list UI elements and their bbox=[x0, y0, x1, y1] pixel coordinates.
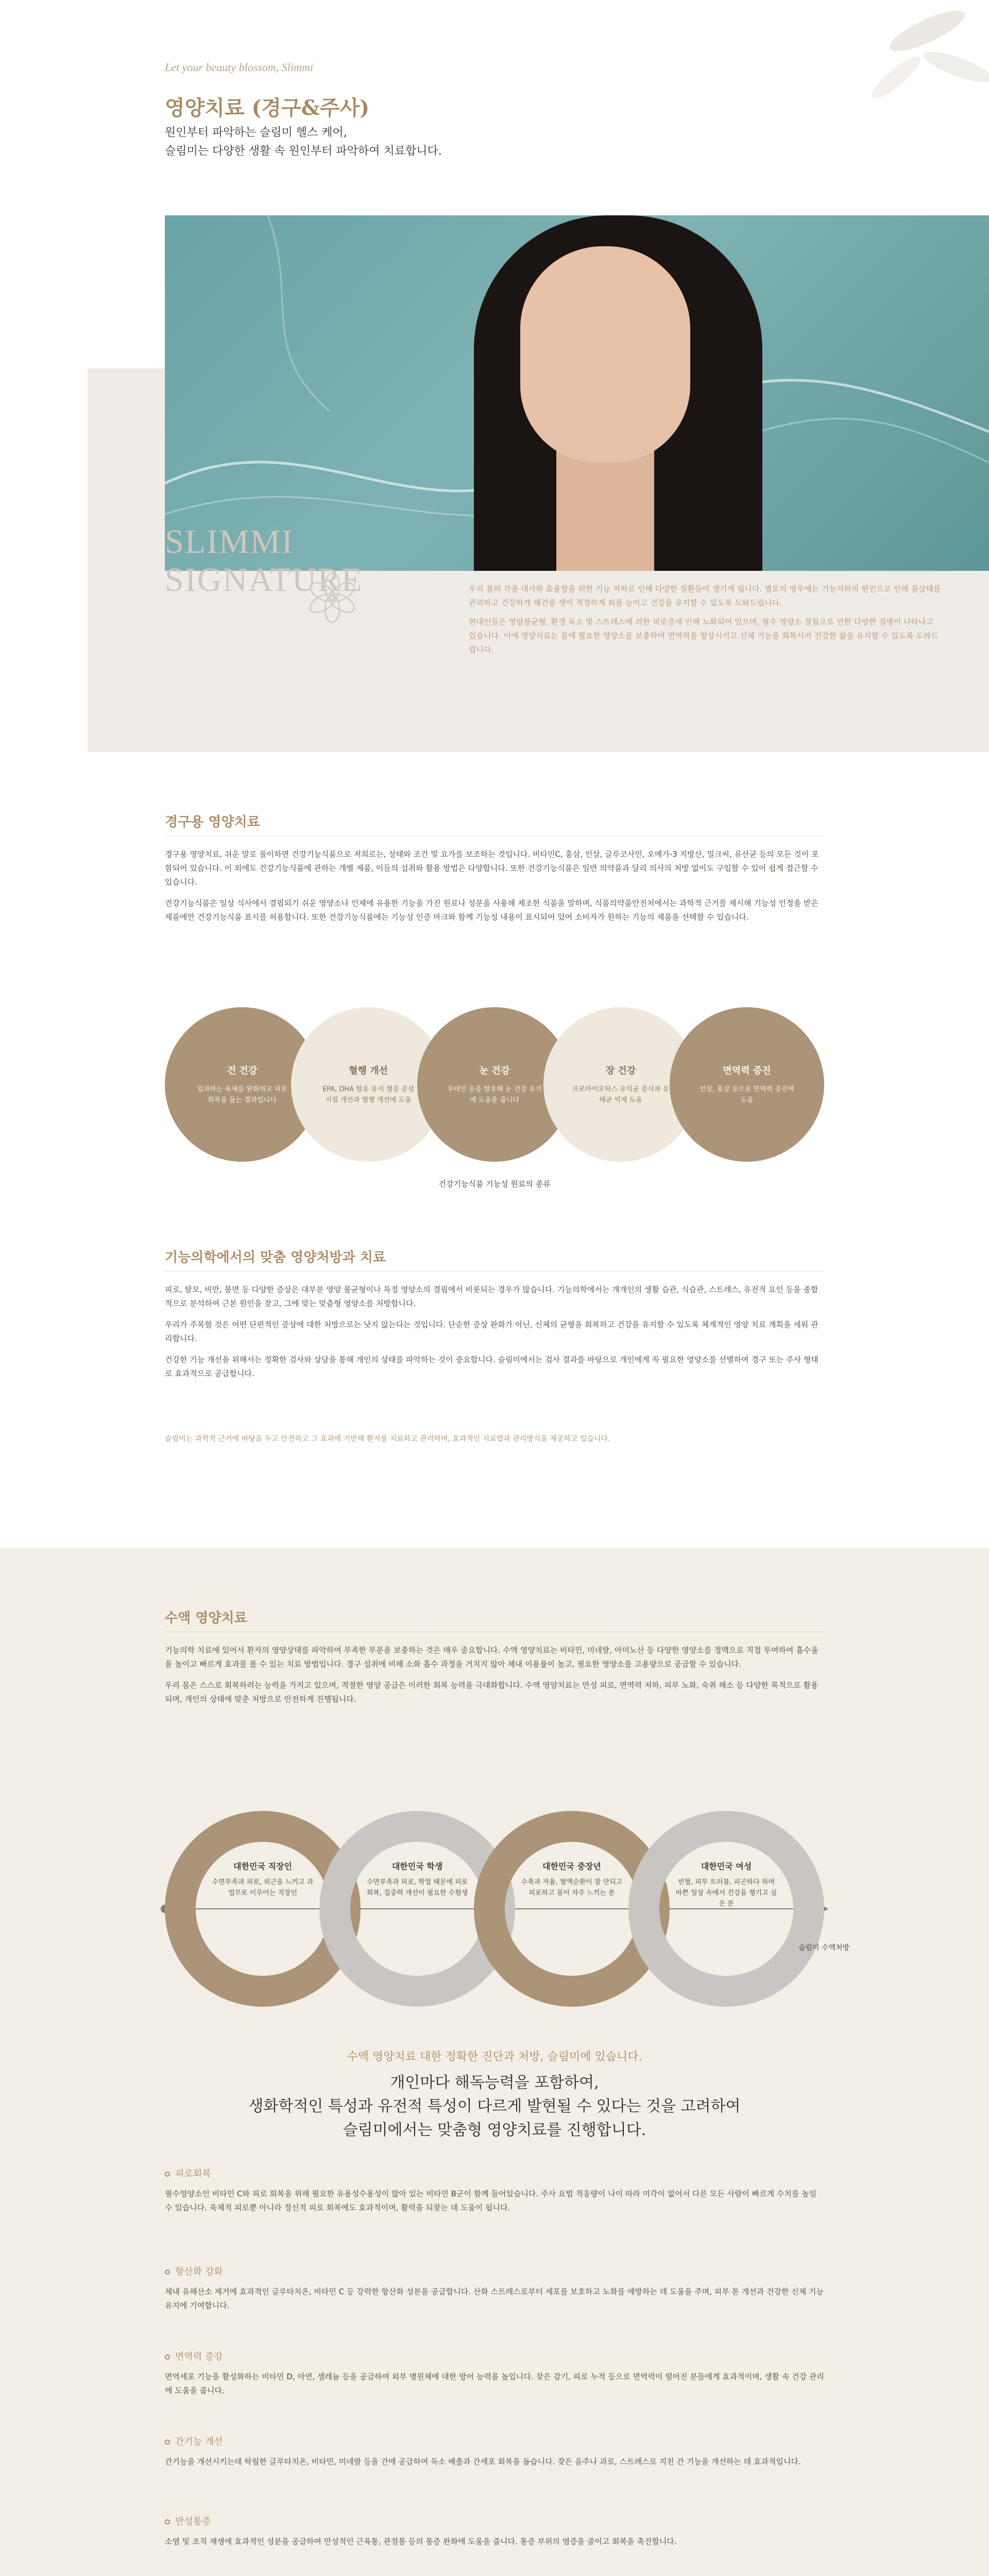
eyebrow-text: Let your beauty blossom, Slimmi bbox=[165, 61, 313, 74]
headline-line: 슬림미에서는 맞춤형 영양치료를 진행합니다. bbox=[343, 2121, 646, 2139]
model-face bbox=[520, 246, 690, 463]
treatment-item bbox=[165, 2264, 824, 2313]
circle-bullet-icon bbox=[165, 2269, 170, 2275]
circle-desc: 루테인 등을 함유해 눈 건강 유지에 도움을 줍니다 bbox=[447, 1086, 542, 1104]
oral-section-title: 경구용 영양치료 bbox=[165, 815, 260, 830]
custom-paragraph: 피로, 탈모, 비만, 불면 등 다양한 증상은 대부분 영양 불균형이나 특정 영양소의 결핍에서 비롯되는 경우가 많습니다. 기능의학에서는 개개인의 생활 습관, 식습관, 스트레스, 유전적 요인 등을 종합적으로 분석하여 근본 원인을 찾고, 그에 맞는 맞춤형 영양소를 처방합니다. bbox=[165, 1285, 819, 1308]
function-circle bbox=[670, 1007, 824, 1162]
circle-bullet-icon bbox=[165, 2519, 170, 2524]
flower-logo-icon bbox=[301, 567, 363, 629]
circle-desc: EPA, DHA 함유 유지 혈중 중성지질 개선과 혈행 개선에 도움 bbox=[322, 1086, 415, 1104]
chain-label-desc: 수면부족과 피로, 학업 때문에 피로회복, 집중력 개선이 필요한 수험생 bbox=[366, 1878, 468, 1897]
target-group-chain bbox=[165, 1811, 824, 2007]
treatment-body: 면역세포 기능을 활성화하는 비타민 D, 아연, 셀레늄 등을 공급하여 외부 병원체에 대한 방어 능력을 높입니다. 잦은 감기, 피로 누적 등으로 면역력이 떨어진 분들에게 효과적이며, 생활 속 건강 관리에 도움을 줍니다. bbox=[165, 2372, 824, 2395]
chain-label bbox=[675, 1860, 778, 1909]
chain-label bbox=[211, 1860, 314, 1899]
hero-image bbox=[165, 215, 989, 571]
custom-paragraph: 우리가 주목할 것은 어떤 단편적인 증상에 대한 처방으로는 낫지 않는다는 것입니다. 단순한 증상 완화가 아닌, 신체의 균형을 회복하고 건강을 유지할 수 있도록 체계적인 영양 치료 계획을 세워 관리합니다. bbox=[165, 1320, 819, 1343]
iv-detail-headline bbox=[0, 2071, 989, 2142]
circle-bullet-icon bbox=[165, 2172, 170, 2177]
section-divider bbox=[165, 1271, 824, 1272]
custom-footnote: 슬림미는 과학적 근거에 바탕을 두고 안전하고 그 효과에 기반해 환자를 치료하고 관리하며, 효과적인 치료법과 관리방식을 제공하고 있습니다. bbox=[165, 1435, 610, 1443]
treatment-title: 피로회복 bbox=[175, 2168, 211, 2179]
treatment-title: 항산화 강화 bbox=[175, 2266, 223, 2277]
chain-label-title: 대한민국 중장년 bbox=[542, 1861, 601, 1871]
circle-bullet-icon bbox=[165, 2354, 170, 2360]
custom-paragraph: 건강한 기능 개선을 위해서는 정확한 검사와 상담을 통해 개인의 상태를 파악하는 것이 중요합니다. 슬림미에서는 검사 결과를 바탕으로 개인에게 꼭 필요한 영양소를 선별하여 경구 또는 주사 형태로 효과적으로 공급합니다. bbox=[165, 1355, 819, 1378]
circle-bullet-icon bbox=[165, 2439, 170, 2445]
lead-line: 원인부터 파악하는 슬림미 헬스 케어, bbox=[165, 126, 347, 139]
circles-caption: 건강기능식품 기능성 원료의 종류 bbox=[438, 1179, 551, 1189]
chain-label-desc: 수면부족과 피로, 외근을 느끼고 과업무로 이루어는 직장인 bbox=[212, 1878, 314, 1897]
circle-title: 장 건강 bbox=[605, 1065, 636, 1076]
hero-paragraph: 현대인들은 영양불균형, 환경 독소 및 스트레스에 의한 피로증세 인해 노화되어 있으며, 필수 영양소 결핍으로 인한 다양한 질병이 나타나고 있습니다. 이에 영양치료는 몸에 필요한 영양소를 보충하여 면역력을 향상시키고 신체 기능을 회복시켜 건강한 삶을 유지할 수 있도록 도와드립니다. bbox=[469, 617, 939, 654]
iv-section-body bbox=[165, 1643, 824, 1714]
iv-detail-subtitle: 수액 영양치료 대한 정확한 진단과 처방, 슬림미에 있습니다. bbox=[347, 2050, 642, 2063]
chain-label-title: 대한민국 여성 bbox=[701, 1861, 752, 1871]
custom-section-body bbox=[165, 1283, 824, 1388]
treatment-item bbox=[165, 2349, 824, 2398]
chain-label-title: 대한민국 직장인 bbox=[233, 1861, 292, 1871]
circle-desc: 프로바이오틱스 유익균 증식과 유해균 억제 도움 bbox=[572, 1086, 670, 1104]
chain-label bbox=[366, 1860, 469, 1899]
custom-section-title: 기능의학에서의 맞춤 영양처방과 치료 bbox=[165, 1250, 386, 1265]
circle-title: 면역력 증진 bbox=[723, 1065, 771, 1076]
treatment-title: 간기능 개선 bbox=[175, 2436, 223, 2447]
treatment-body: 간기능을 개선시키는데 탁월한 글루타치온, 비타민, 미네랄 등을 간에 공급하여 독소 배출과 간세포 회복을 돕습니다. 잦은 음주나 과로, 스트레스로 지친 간 기능을 개선하는 데 효과적입니다. bbox=[165, 2457, 801, 2466]
circle-title: 혈행 개선 bbox=[349, 1065, 388, 1076]
header-section bbox=[0, 0, 989, 216]
lead-line: 슬림미는 다양한 생활 속 원인부터 파악하여 치료합니다. bbox=[165, 145, 442, 158]
treatment-title: 만성통증 bbox=[175, 2516, 211, 2527]
hero-paragraph: 우리 몸의 각종 대사와 효율향을 위한 기능 저하로 인해 다양한 질환들이 생기게 됩니다. 별로의 영우에는 기능저하의 원인으로 인해 몸상태를 관리하고 건강하게 해건을 생아 적정하게 외볼 능이고 건강을 유지할 수 있도록 도와드립니다. bbox=[469, 584, 941, 607]
oral-section-body bbox=[165, 848, 824, 931]
hero-description bbox=[469, 582, 943, 662]
treatment-body: 체내 유해산소 제거에 효과적인 글루타치온, 비타민 C 등 강력한 항산화 성분을 공급합니다. 산화 스트레스로부터 세포를 보호하고 노화를 예방하는 데 도움을 주며, 피부 톤 개선과 건강한 신체 기능 유지에 기여합니다. bbox=[165, 2287, 824, 2310]
treatment-body: 소염 및 조직 재생에 효과적인 성분을 공급하여 만성적인 근육통, 관절통 등의 통증 완화에 도움을 줍니다. 통증 부위의 염증을 줄이고 회복을 촉진합니다. bbox=[165, 2537, 677, 2546]
chain-label-desc: 빈혈, 피부 트러블, 피곤하다 하며 바쁜 일상 속에서 건강을 챙기고 싶은 분 bbox=[675, 1878, 777, 1908]
treatment-item bbox=[165, 2434, 824, 2469]
function-circles bbox=[165, 1007, 824, 1162]
oral-paragraph: 건강기능식품은 일상 식사에서 결핍되기 쉬운 영양소나 인체에 유용한 기능을 가진 원료나 성분을 사용해 제조한 식품을 말하며, 식품의약품안전처에서는 과학적 근거를 제시해 기능성 인정을 받은 제품에만 건강기능식품 표시를 허용합니다. 또한 건강기능식품에는 기능성 인증 마크와 함께 기능성 내용이 표시되어 있어 소비자가 원하는 기능의 제품을 선택할 수 있습니다. bbox=[165, 899, 819, 922]
iv-paragraph: 우리 몸은 스스로 회복하려는 능력을 가지고 있으며, 적절한 영양 공급은 이러한 회복 능력을 극대화합니다. 수액 영양치료는 만성 피로, 면역력 저하, 피부 노화, 숙취 해소 등 다양한 목적으로 활용되며, 개인의 상태에 맞춘 처방으로 안전하게 진행됩니다. bbox=[165, 1681, 819, 1704]
chain-label bbox=[520, 1860, 623, 1899]
iv-paragraph: 기능의학 치료에 있어서 환자의 영양상태를 파악하여 부족한 부분을 보충하는 것은 매우 중요합니다. 수액 영양치료는 비타민, 미네랄, 아미노산 등 다양한 영양소를 정맥으로 직접 투여하여 흡수율을 높이고 빠르게 효과를 볼 수 있는 치료 방법입니다. 경구 섭취에 비해 소화 흡수 과정을 거치지 않아 체내 이용률이 높고, 필요한 영양소를 고용량으로 공급할 수 있습니다. bbox=[165, 1646, 819, 1669]
circle-desc: 일과하는 육체를 완화하고 피로 회복을 돕는 결과입니다 bbox=[197, 1086, 287, 1104]
treatment-item bbox=[165, 2166, 824, 2215]
circle-title: 건 건강 bbox=[227, 1065, 258, 1076]
treatment-item bbox=[165, 2514, 824, 2549]
circle-title: 눈 건강 bbox=[479, 1065, 510, 1076]
circle-desc: 인삼, 홍삼 등으로 면역력 증진에 도움 bbox=[700, 1086, 794, 1104]
treatment-title: 면역력 증강 bbox=[175, 2351, 223, 2362]
flow-arrow-label: 슬림미 수액처방 bbox=[798, 1944, 850, 1952]
page-lead bbox=[165, 124, 628, 161]
iv-section-title: 수액 영양치료 bbox=[165, 1611, 247, 1626]
leaf-decoration-icon bbox=[773, 0, 989, 134]
page-title: 영양치료 (경구&주사) bbox=[165, 96, 370, 120]
signature-line: SIGNATURE bbox=[165, 561, 363, 599]
signature-line: SLIMMI bbox=[165, 523, 294, 561]
oral-paragraph: 경구용 영양치료, 쉬운 말로 풀이하면 건강기능식품으로 저희로는, 상태와 조건 및 요가를 보조하는 것입니다. 비타민C, 홍삼, 인삼, 글루코사민, 오메가-3 지방산, 밀크씨, 유산균 등의 모든 것이 포함되어 있습니다. 이 외에도 건강기능식품에 관하는 개별 제품, 이들의 섭취와 활용 방법은 다양합니다. 또한 건강기능식품은 일반 의약품과 달리 의사의 처방 없이도 구입할 수 있어 쉽게 접근할 수 있습니다. bbox=[165, 850, 819, 887]
chain-label-title: 대한민국 학생 bbox=[391, 1861, 443, 1871]
chain-label-desc: 수축과 자율, 혈액순환이 잘 안되고 피로하고 몸이 자주 느끼는 분 bbox=[521, 1878, 623, 1897]
treatment-body: 필수영양소인 비타민 C와 피로 회복을 위해 필요한 유용성수용성이 많아 있는 비타민 B군이 함께 들어있습니다. 주사 요법 적응량이 나이 따라 미각이 없어서 다른 모든 사람이 빠르게 수치를 높일 수 있습니다. 육체적 피로뿐 아니라 정신적 피로 회복에도 효과적이며, 활력을 되찾는 데 도움이 됩니다. bbox=[165, 2189, 817, 2212]
headline-line: 개인마다 해독능력을 포함하여, bbox=[390, 2074, 599, 2092]
headline-line: 생화학적인 특성과 유전적 특성이 다르게 발현될 수 있다는 것을 고려하여 bbox=[248, 2097, 741, 2115]
